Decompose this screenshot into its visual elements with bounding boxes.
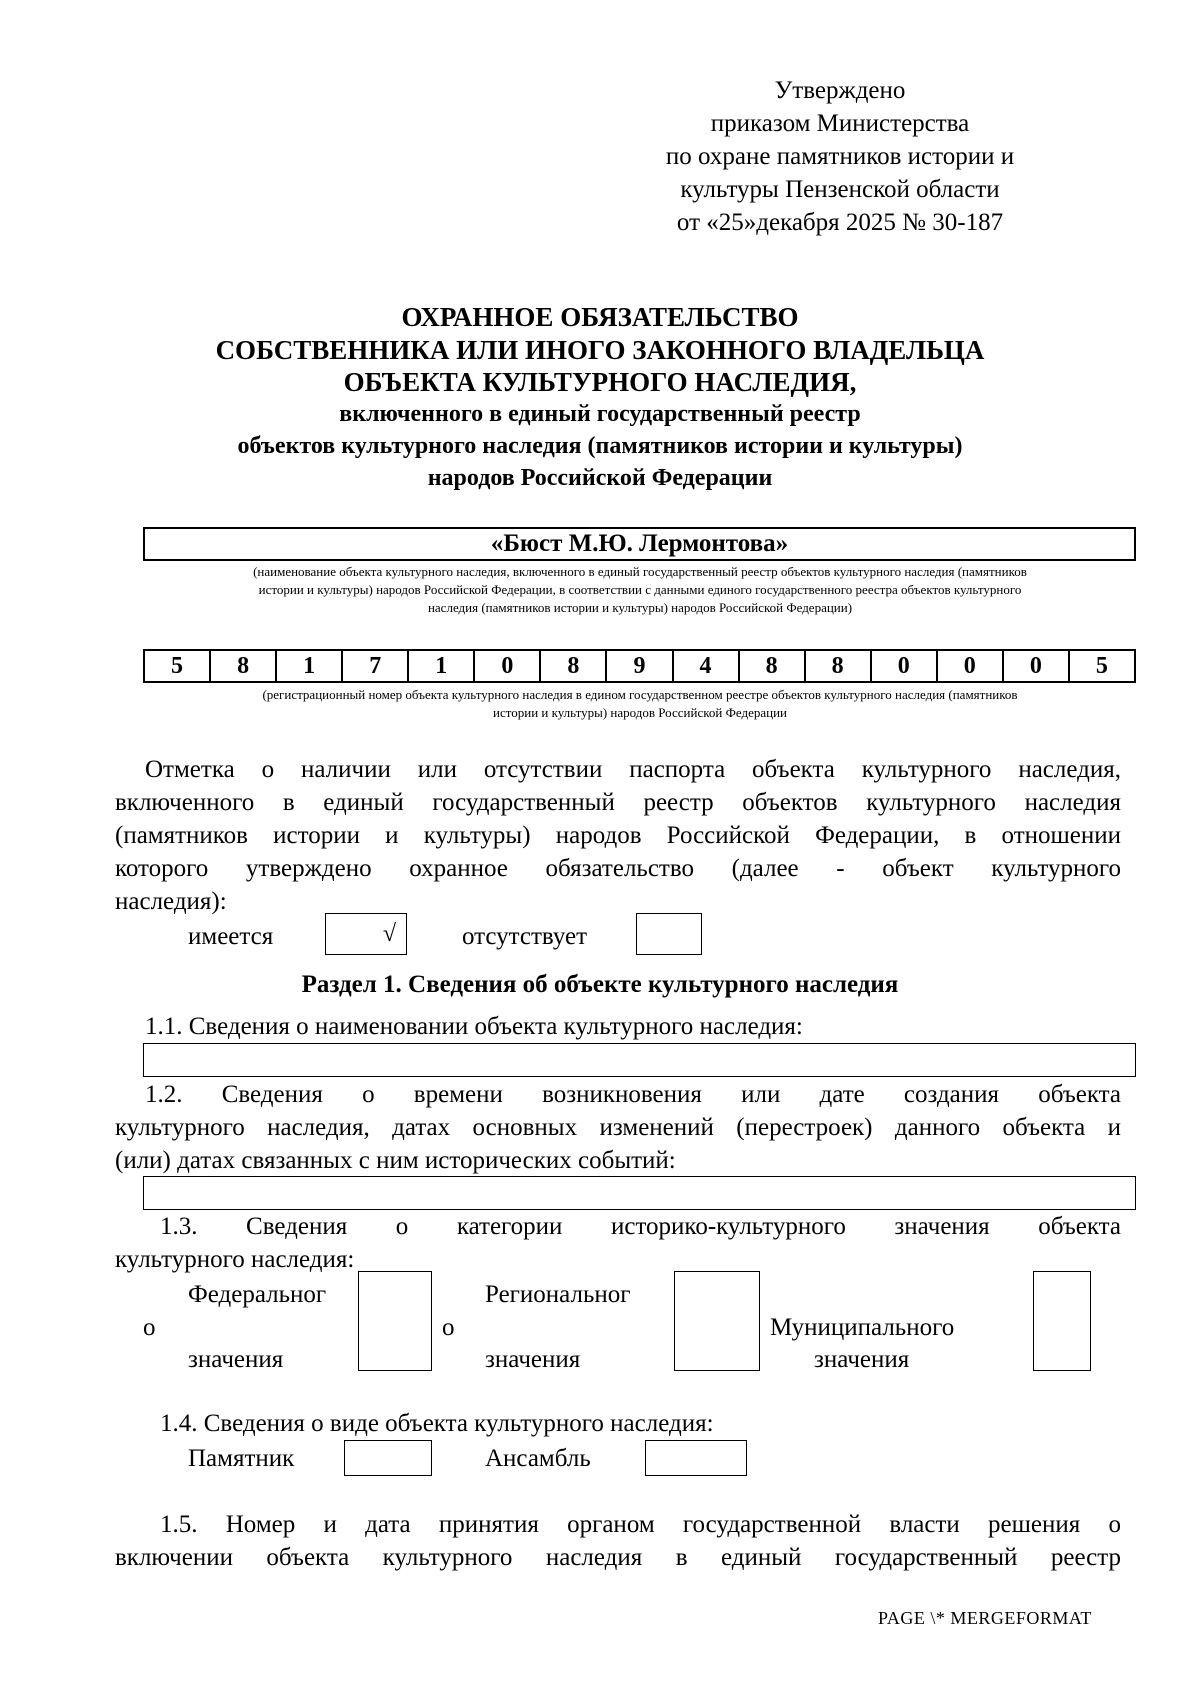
paragraph-line: культурного наследия, датах основных изменений (перестроек) данного объекта и [115,1114,1121,1141]
federal-label: Федеральног [188,1281,327,1308]
reg-digit-cell: 0 [1004,651,1070,681]
regional-label: значения [485,1346,581,1373]
item-1-1-field[interactable] [143,1043,1136,1077]
passport-paragraph [115,753,1121,918]
regional-label: о [442,1314,455,1341]
paragraph-line: 1.3. Сведения о категории историко-культурного значения объекта [160,1213,1121,1240]
reg-digit-cell: 8 [806,651,872,681]
reg-digit-cell: 5 [145,651,211,681]
approval-line: по охране памятников истории и [665,143,1015,170]
item-1-4-label: 1.4. Сведения о виде объекта культурного наследия: [160,1410,714,1437]
caption-line: истории и культуры) народов Российской Федерации [493,705,787,720]
item-1-3-paragraph [115,1210,1121,1276]
reg-digit-cell: 0 [938,651,1004,681]
reg-digit-cell: 8 [740,651,806,681]
paragraph-line: культурного наследия: [115,1246,355,1273]
reg-digit-cell: 4 [674,651,740,681]
approval-line: от «25»декабря 2025 № 30-187 [676,209,1004,236]
item-1-5-paragraph [115,1508,1121,1574]
municipal-label: значения [814,1346,910,1373]
item-1-1-label: 1.1. Сведения о наименовании объекта культурного наследия: [145,1013,803,1040]
document-title-line: ОХРАННОЕ ОБЯЗАТЕЛЬСТВО [401,302,799,332]
federal-checkbox[interactable] [358,1271,432,1371]
registration-number-grid [143,649,1136,683]
passport-absent-checkbox[interactable] [636,913,702,955]
item-1-2-field[interactable] [143,1176,1136,1210]
caption-line: (наименование объекта культурного наследия, включенного в единый государственный реестр объектов культурного наследия (памятников [253,564,1027,579]
paragraph-line: включении объекта культурного наследия в единый государственный реестр [115,1544,1121,1571]
object-name-field: «Бюст М.Ю. Лермонтова» [143,527,1136,561]
document-title-line: СОБСТВЕННИКА ИЛИ ИНОГО ЗАКОННОГО ВЛАДЕЛЬЦА [215,335,985,365]
passport-present-label: имеется [188,923,274,950]
registration-number-caption [130,686,1150,722]
ensemble-checkbox[interactable] [645,1440,747,1476]
reg-digit-cell: 1 [409,651,475,681]
reg-digit-cell: 8 [211,651,277,681]
item-1-2-paragraph [115,1078,1121,1177]
object-name-caption [130,563,1150,617]
reg-digit-cell: 0 [872,651,938,681]
document-subtitle-line: объектов культурного наследия (памятников истории и культуры) [237,433,963,459]
section-heading: Раздел 1. Сведения об объекте культурного наследия [301,971,899,998]
reg-digit-cell: 9 [607,651,673,681]
regional-label: Региональног [485,1281,631,1308]
passport-present-checkbox[interactable]: √ [325,913,407,955]
approval-line: приказом Министерства [710,110,970,137]
monument-checkbox[interactable] [344,1440,432,1476]
reg-digit-cell: 1 [277,651,343,681]
reg-digit-cell: 7 [343,651,409,681]
caption-line: (регистрационный номер объекта культурного наследия в едином государственном реестре объектов культурного наследия (памятников [262,687,1018,702]
paragraph-line: 1.5. Номер и дата принятия органом государственной власти решения о [160,1511,1121,1538]
paragraph-line: которого утверждено охранное обязательство (далее - объект культурного [115,855,1121,882]
ensemble-label: Ансамбль [485,1445,591,1472]
reg-digit-cell: 8 [541,651,607,681]
approval-line: Утверждено [774,77,906,104]
federal-label: значения [188,1346,284,1373]
reg-digit-cell: 0 [475,651,541,681]
municipal-label: Муниципального [770,1314,955,1341]
passport-absent-label: отсутствует [462,923,588,950]
paragraph-line: (или) датах связанных с ним исторических событий: [115,1147,676,1174]
paragraph-line: Отметка о наличии или отсутствии паспорта объекта культурного наследия, [145,756,1121,783]
federal-label: о [143,1314,156,1341]
paragraph-line: наследия): [115,888,227,915]
caption-line: наследия (памятников истории и культуры) народов Российской Федерации) [427,600,853,615]
document-subtitle-line: включенного в единый государственный реестр [339,401,861,427]
approval-line: культуры Пензенской области [680,176,1000,203]
municipal-checkbox[interactable] [1033,1271,1091,1371]
approval-block [600,74,1080,239]
monument-label: Памятник [188,1445,295,1472]
document-title-line: ОБЪЕКТА КУЛЬТУРНОГО НАСЛЕДИЯ, [343,367,857,397]
paragraph-line: включенного в единый государственный реестр объектов культурного наследия [115,789,1121,816]
paragraph-line: (памятников истории и культуры) народов Российской Федерации, в отношении [115,822,1121,849]
caption-line: истории и культуры) народов Российской Федерации, в соответствии с данными единого государственного реестра объектов культурного [258,582,1022,597]
document-subtitle-line: народов Российской Федерации [427,465,773,491]
paragraph-line: 1.2. Сведения о времени возникновения или дате создания объекта [145,1081,1121,1108]
reg-digit-cell: 5 [1095,653,1108,679]
regional-checkbox[interactable] [674,1271,760,1371]
page-footer-field: PAGE \* MERGEFORMAT [878,1608,1092,1628]
